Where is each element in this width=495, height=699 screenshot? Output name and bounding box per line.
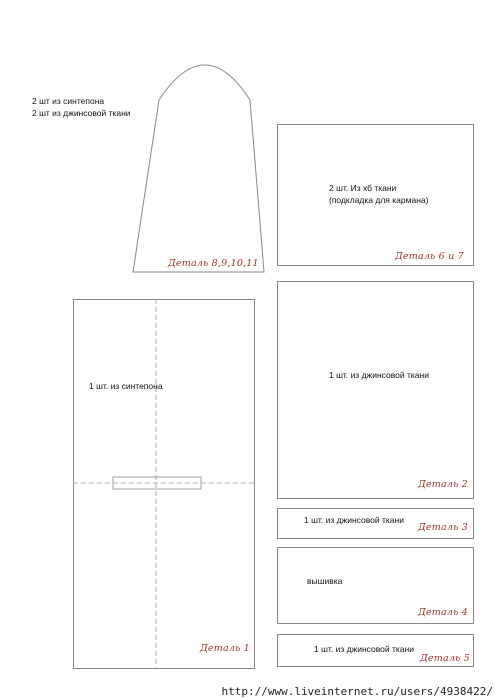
piece-5-note: 1 шт. из джинсовой ткани xyxy=(314,644,414,654)
piece-4 xyxy=(277,547,474,624)
piece-2-label: Деталь 2 xyxy=(418,479,468,490)
piece-3 xyxy=(277,508,474,539)
piece-1 xyxy=(73,299,255,669)
piece-5-label: Деталь 5 xyxy=(420,653,470,664)
arch-piece-outline xyxy=(133,65,264,272)
piece-3-note: 1 шт. из джинсовой ткани xyxy=(304,515,404,525)
piece-4-note: вышивка xyxy=(307,576,343,586)
arch-piece-label: Деталь 8,9,10,11 xyxy=(168,258,259,269)
piece-4-label: Деталь 4 xyxy=(418,607,468,618)
piece-3-label: Деталь 3 xyxy=(418,522,468,533)
piece-2-note: 1 шт. из джинсовой ткани xyxy=(329,370,429,380)
piece-2 xyxy=(277,281,474,499)
arch-piece-note-1: 2 шт из синтепона xyxy=(32,96,105,106)
piece-6-7-label: Деталь 6 и 7 xyxy=(395,251,464,262)
piece-5 xyxy=(277,634,474,667)
source-watermark: http://www.liveinternet.ru/users/4938422/ xyxy=(221,685,493,698)
piece-6-7 xyxy=(277,124,474,266)
piece-6-7-note-2: (подкладка для кармана) xyxy=(329,195,429,205)
arch-piece-note-2: 2 шт из джинсовой ткани xyxy=(32,108,131,118)
piece-6-7-note-1: 2 шт. Из хб ткани xyxy=(329,183,397,193)
piece-1-note: 1 шт. из синтепона xyxy=(89,381,163,391)
piece-1-label: Деталь 1 xyxy=(200,643,250,654)
piece-1-guides xyxy=(73,299,255,669)
